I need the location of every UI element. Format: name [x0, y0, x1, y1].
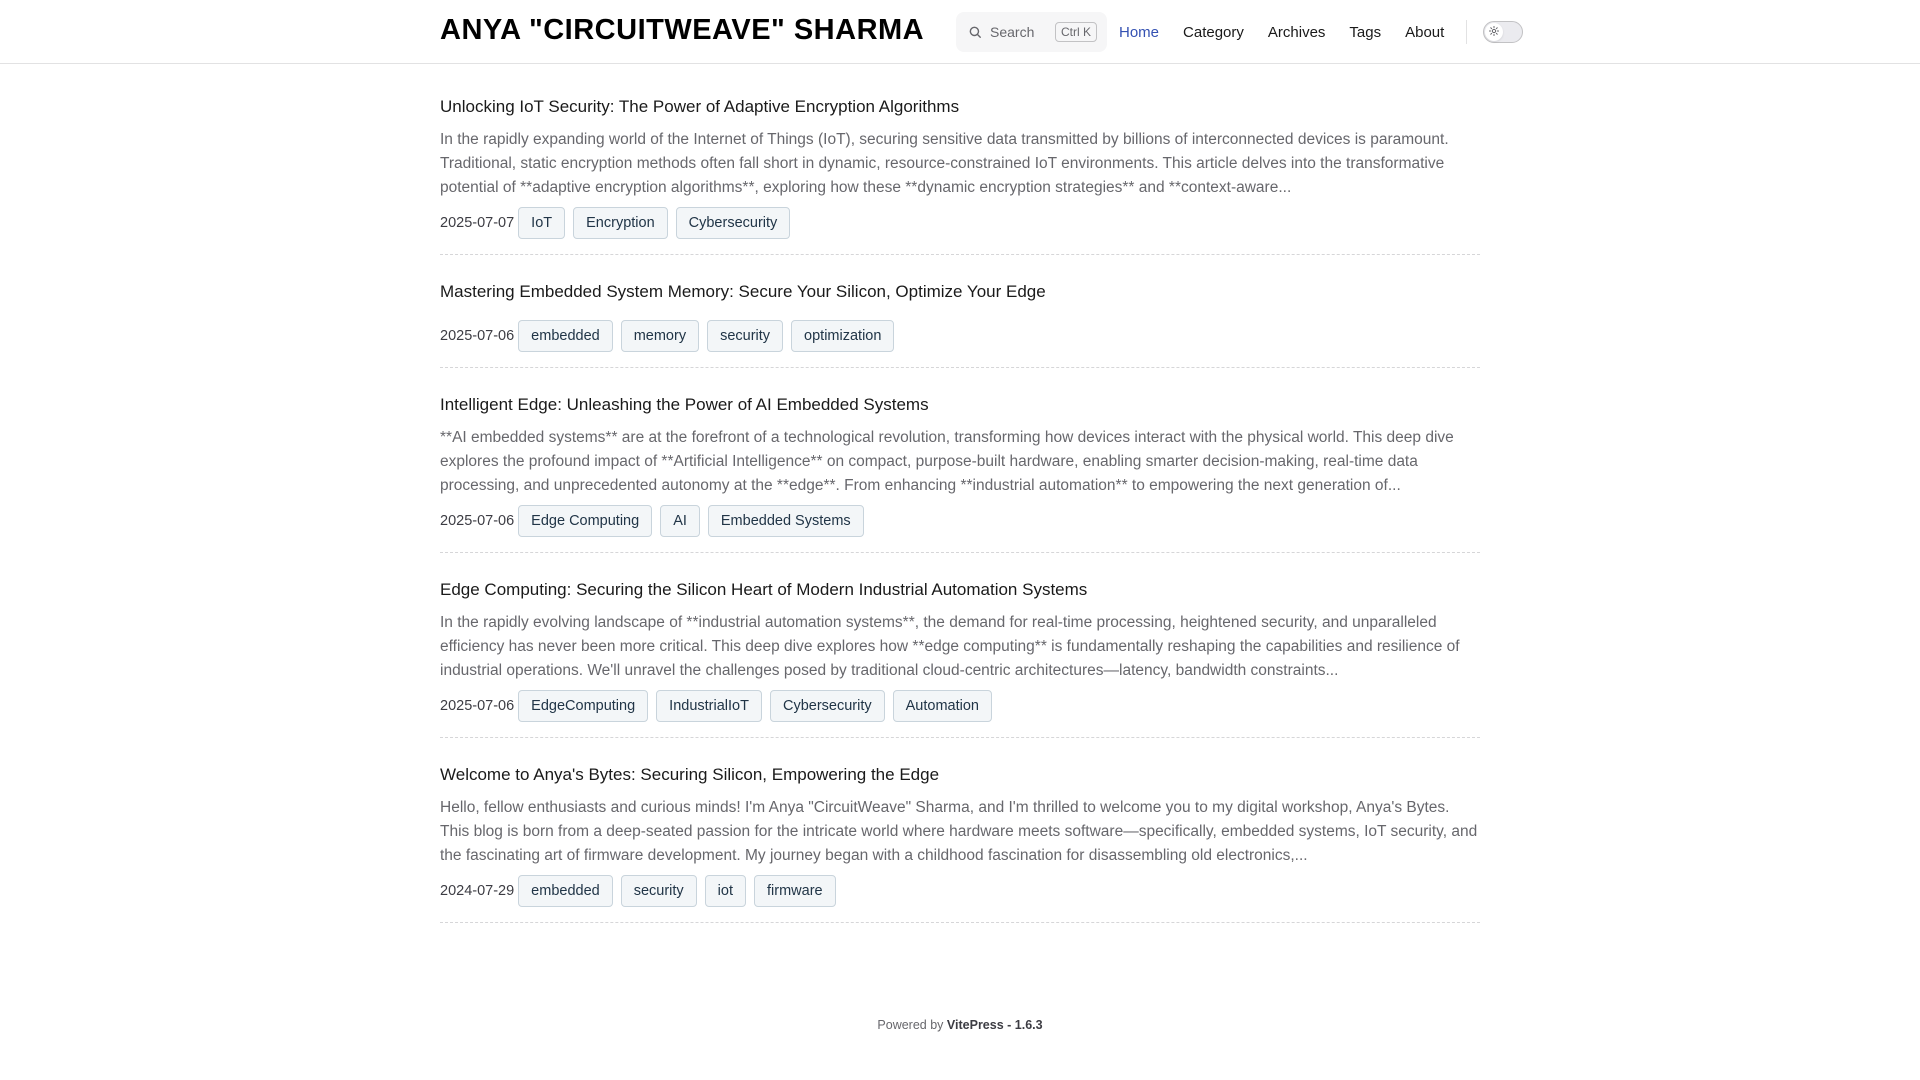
tag-chip[interactable]: embedded [518, 320, 613, 352]
post-meta [440, 319, 1480, 353]
post-date: 2024-07-29 [440, 883, 515, 899]
tag-chip[interactable]: Edge Computing [518, 505, 652, 537]
post-date: 2025-07-06 [440, 328, 515, 344]
tag-chip[interactable]: Encryption [573, 207, 668, 239]
nav-divider [1466, 20, 1467, 44]
post-title[interactable]: Edge Computing: Securing the Silicon Heart of Modern Industrial Automation Systems [440, 580, 1088, 599]
nav-home[interactable]: Home [1119, 23, 1160, 41]
tag-chip[interactable]: security [621, 875, 697, 907]
tag-chip[interactable]: iot [705, 875, 746, 907]
search-button[interactable] [956, 12, 1107, 52]
search-shortcut-badge: Ctrl K [1055, 22, 1097, 42]
post-item [440, 271, 1480, 368]
search-label: Search [990, 24, 1035, 40]
theme-toggle-knob [1485, 23, 1503, 41]
tag-chip[interactable]: optimization [791, 320, 894, 352]
post-item [440, 754, 1480, 923]
post-meta [440, 689, 1480, 723]
tag-chip[interactable]: firmware [754, 875, 836, 907]
post-excerpt: **AI embedded systems** are at the forefront of a technological revolution, transforming how devices interact with the physical world. This deep dive explores the profound impact of **Artificial Intelligence** on compact, purpose-built hardware, enabling smarter decision-making, real-time data processing, and unprecedented autonomy at the **edge**. From enhancing **industrial automation** to empowering the next generation of... [440, 429, 1454, 494]
post-item [440, 569, 1480, 738]
main-nav [1119, 0, 1468, 64]
top-navbar [0, 0, 1920, 64]
post-meta [440, 206, 1480, 240]
page-footer [0, 1018, 1920, 1032]
tag-chip[interactable]: memory [621, 320, 699, 352]
tag-chip[interactable]: AI [660, 505, 700, 537]
search-icon [968, 25, 982, 39]
post-meta [440, 874, 1480, 908]
post-list [440, 86, 1480, 939]
post-title[interactable]: Welcome to Anya's Bytes: Securing Silicon, Empowering the Edge [440, 765, 940, 784]
sun-icon [1489, 23, 1499, 41]
tag-chip[interactable]: embedded [518, 875, 613, 907]
tag-chip[interactable]: Cybersecurity [676, 207, 791, 239]
post-date: 2025-07-06 [440, 698, 515, 714]
footer-prefix: Powered by [877, 1018, 944, 1032]
tag-chip[interactable]: Cybersecurity [770, 690, 885, 722]
site-title[interactable]: ANYA "CIRCUITWEAVE" SHARMA [440, 14, 925, 46]
post-title[interactable]: Mastering Embedded System Memory: Secure Your Silicon, Optimize Your Edge [440, 282, 1046, 301]
tag-chip[interactable]: EdgeComputing [518, 690, 648, 722]
tag-chip[interactable]: security [707, 320, 783, 352]
post-excerpt: Hello, fellow enthusiasts and curious minds! I'm Anya "CircuitWeave" Sharma, and I'm thrilled to welcome you to my digital workshop, Anya's Bytes. This blog is born from a deep-seated passion for the intricate world where hardware meets software—specifically, embedded systems, IoT security, and the fascinating art of firmware development. My journey began with a childhood fascination for disassembling old electronics,... [440, 799, 1478, 864]
footer-brand-link[interactable]: VitePress - 1.6.3 [946, 1018, 1043, 1032]
tag-chip[interactable]: IndustrialIoT [656, 690, 762, 722]
post-item [440, 86, 1480, 255]
nav-about[interactable]: About [1405, 23, 1445, 41]
post-title[interactable]: Unlocking IoT Security: The Power of Adaptive Encryption Algorithms [440, 97, 960, 116]
tag-chip[interactable]: Automation [893, 690, 992, 722]
nav-archives[interactable]: Archives [1267, 23, 1326, 41]
post-excerpt: In the rapidly evolving landscape of **industrial automation systems**, the demand for real-time processing, heightened security, and unparalleled efficiency has never been more critical. This deep dive explores how **edge computing** is fundamentally reshaping the capabilities and resilience of industrial operations. We'll unravel the challenges posed by traditional cloud-centric architectures—latency, bandwidth constraints... [440, 614, 1460, 679]
post-excerpt: In the rapidly expanding world of the Internet of Things (IoT), securing sensitive data transmitted by billions of interconnected devices is paramount. Traditional, static encryption methods often fall short in dynamic, resource-constrained IoT environments. This article delves into the transformative potential of **adaptive encryption algorithms**, exploring how these **dynamic encryption strategies** and **context-aware... [440, 131, 1449, 196]
tag-chip[interactable]: Embedded Systems [708, 505, 864, 537]
tag-chip[interactable]: IoT [518, 207, 565, 239]
nav-tags[interactable]: Tags [1349, 23, 1382, 41]
post-date: 2025-07-07 [440, 215, 515, 231]
post-title[interactable]: Intelligent Edge: Unleashing the Power of AI Embedded Systems [440, 395, 929, 414]
post-item [440, 384, 1480, 553]
post-meta [440, 504, 1480, 538]
post-date: 2025-07-06 [440, 513, 515, 529]
nav-category[interactable]: Category [1183, 23, 1244, 41]
theme-toggle[interactable] [1483, 21, 1523, 43]
